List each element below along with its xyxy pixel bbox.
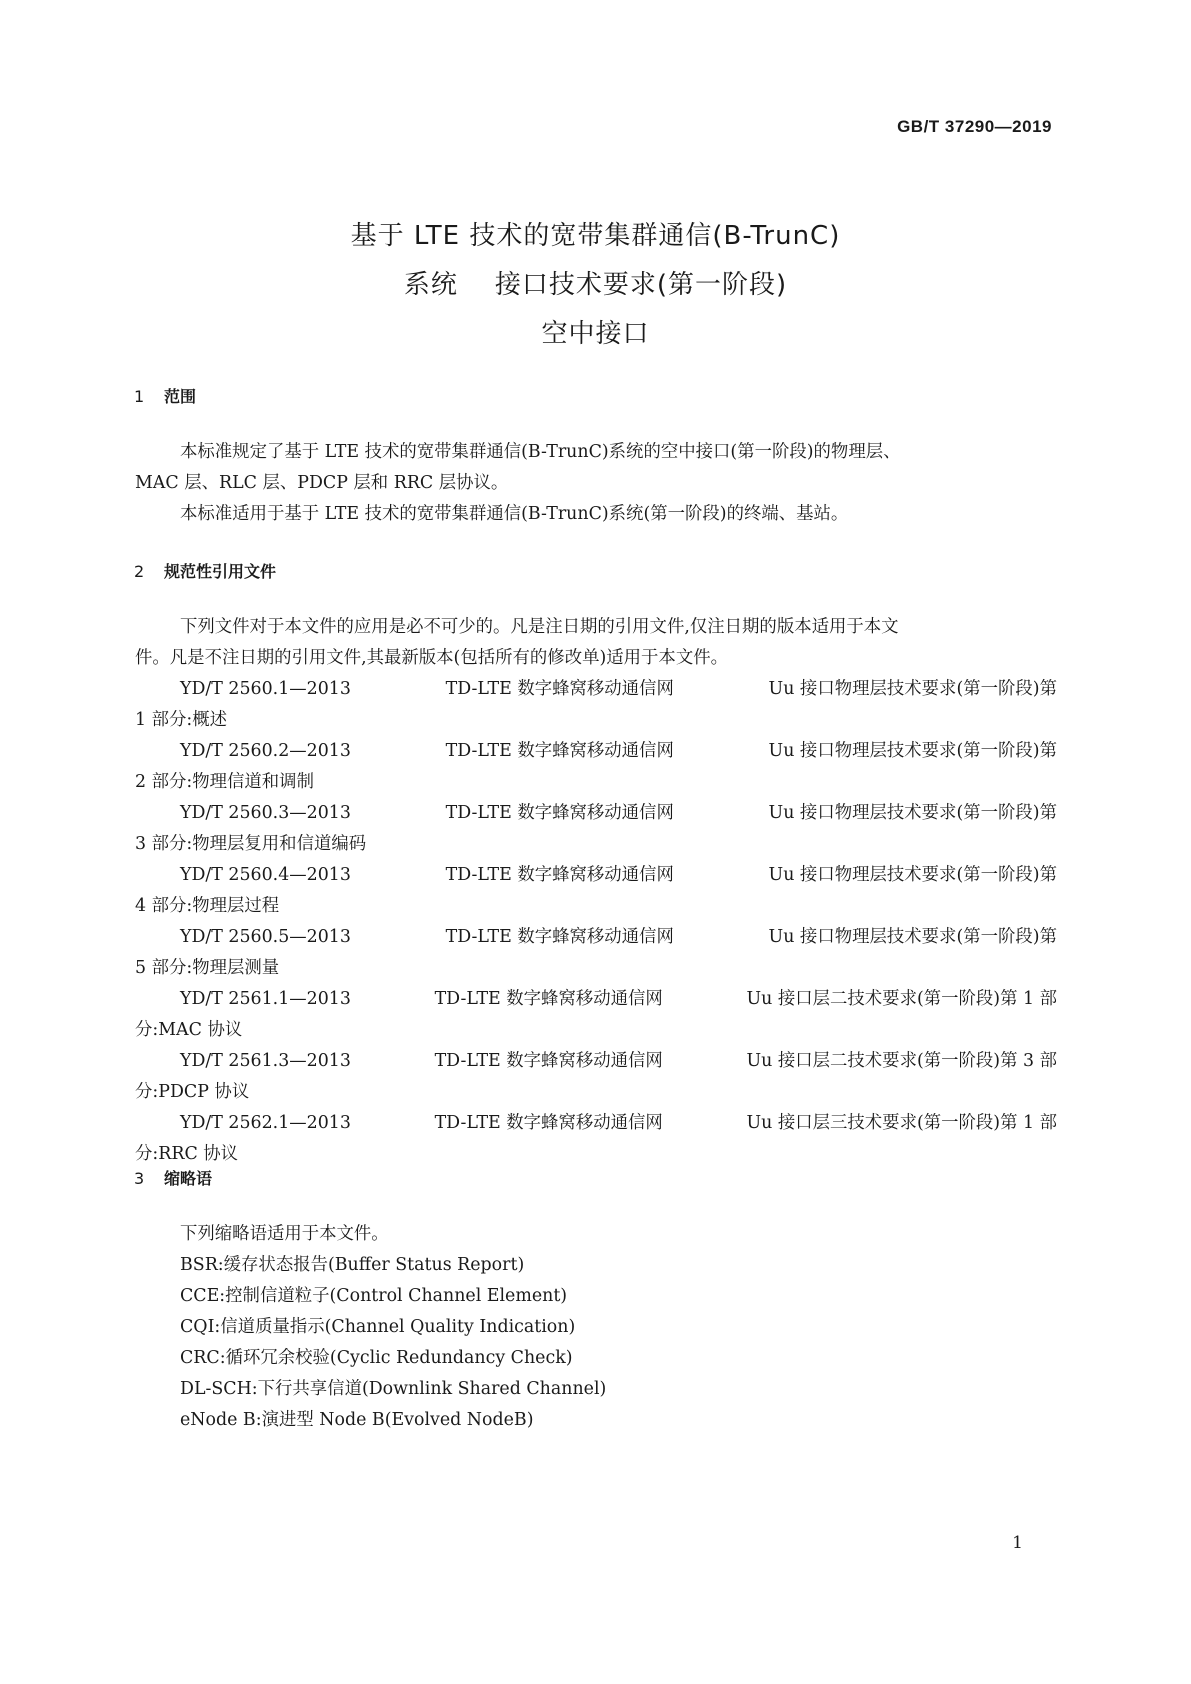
section-3-heading	[134, 1166, 212, 1189]
document-title	[0, 212, 1191, 359]
abbreviation-item: BSR:缓存状态报告(Buffer Status Report)	[180, 1255, 525, 1275]
reference-network: TD-LTE 数字蜂窝移动通信网	[434, 989, 663, 1009]
reference-network: TD-LTE 数字蜂窝移动通信网	[445, 741, 674, 761]
paragraph-line: 下列缩略语适用于本文件。	[180, 1224, 389, 1244]
reference-continuation: 4 部分:物理层过程	[135, 896, 280, 916]
reference-title: Uu 接口层三技术要求(第一阶段)第 1 部	[746, 1113, 1057, 1133]
title-line-2: 系统 接口技术要求(第一阶段)	[403, 270, 788, 300]
reference-item	[135, 674, 1057, 705]
paragraph-line: 件。凡是不注日期的引用文件,其最新版本(包括所有的修改单)适用于本文件。	[135, 648, 728, 668]
reference-title: Uu 接口物理层技术要求(第一阶段)第	[768, 803, 1057, 823]
section-number: 3	[134, 1169, 145, 1188]
reference-continuation: 3 部分:物理层复用和信道编码	[135, 834, 367, 854]
reference-continuation: 分:RRC 协议	[135, 1144, 239, 1164]
reference-code: YD/T 2560.2—2013	[180, 741, 351, 761]
reference-continuation: 分:PDCP 协议	[135, 1082, 250, 1102]
reference-continuation: 5 部分:物理层测量	[135, 958, 280, 978]
section-number: 2	[134, 562, 145, 581]
reference-item	[135, 1108, 1057, 1139]
abbreviation-item: CRC:循环冗余校验(Cyclic Redundancy Check)	[180, 1348, 573, 1368]
reference-title: Uu 接口物理层技术要求(第一阶段)第	[768, 927, 1057, 947]
reference-title: Uu 接口层二技术要求(第一阶段)第 3 部	[746, 1051, 1057, 1071]
reference-code: YD/T 2560.4—2013	[180, 865, 351, 885]
reference-title: Uu 接口物理层技术要求(第一阶段)第	[768, 865, 1057, 885]
reference-item	[135, 736, 1057, 767]
reference-continuation: 分:MAC 协议	[135, 1020, 243, 1040]
reference-title: Uu 接口物理层技术要求(第一阶段)第	[768, 679, 1057, 699]
title-line-3: 空中接口	[541, 319, 650, 349]
reference-network: TD-LTE 数字蜂窝移动通信网	[434, 1113, 663, 1133]
reference-code: YD/T 2562.1—2013	[180, 1113, 351, 1133]
reference-code: YD/T 2560.5—2013	[180, 927, 351, 947]
page-number: 1	[1012, 1533, 1023, 1553]
section-1-heading	[134, 384, 196, 407]
reference-network: TD-LTE 数字蜂窝移动通信网	[445, 927, 674, 947]
section-1-body	[135, 437, 1057, 530]
paragraph-line: 本标准适用于基于 LTE 技术的宽带集群通信(B-TrunC)系统(第一阶段)的终端、基站。	[180, 504, 849, 524]
paragraph-line: 本标准规定了基于 LTE 技术的宽带集群通信(B-TrunC)系统的空中接口(第一阶段)的物理层、	[180, 442, 901, 462]
reference-item	[135, 860, 1057, 891]
abbreviation-item: CCE:控制信道粒子(Control Channel Element)	[180, 1286, 568, 1306]
paragraph-line: 下列文件对于本文件的应用是必不可少的。凡是注日期的引用文件,仅注日期的版本适用于本文	[180, 617, 899, 637]
section-number: 1	[134, 387, 145, 406]
reference-continuation: 2 部分:物理信道和调制	[135, 772, 314, 792]
reference-network: TD-LTE 数字蜂窝移动通信网	[445, 865, 674, 885]
reference-network: TD-LTE 数字蜂窝移动通信网	[445, 803, 674, 823]
reference-title: Uu 接口物理层技术要求(第一阶段)第	[768, 741, 1057, 761]
reference-title: Uu 接口层二技术要求(第一阶段)第 1 部	[746, 989, 1057, 1009]
reference-item	[135, 922, 1057, 953]
reference-code: YD/T 2561.3—2013	[180, 1051, 351, 1071]
reference-code: YD/T 2560.1—2013	[180, 679, 351, 699]
abbreviation-item: eNode B:演进型 Node B(Evolved NodeB)	[180, 1410, 534, 1430]
section-title: 范围	[164, 387, 197, 406]
section-title: 缩略语	[164, 1169, 213, 1188]
section-2-heading	[134, 559, 276, 582]
reference-network: TD-LTE 数字蜂窝移动通信网	[445, 679, 674, 699]
reference-code: YD/T 2561.1—2013	[180, 989, 351, 1009]
standard-code: GB/T 37290—2019	[897, 117, 1052, 136]
title-line-1: 基于 LTE 技术的宽带集群通信(B-TrunC)	[350, 221, 841, 251]
section-title: 规范性引用文件	[164, 562, 277, 581]
section-3-body	[135, 1219, 1057, 1436]
reference-item	[135, 798, 1057, 829]
reference-network: TD-LTE 数字蜂窝移动通信网	[434, 1051, 663, 1071]
reference-code: YD/T 2560.3—2013	[180, 803, 351, 823]
abbreviation-item: DL-SCH:下行共享信道(Downlink Shared Channel)	[180, 1379, 607, 1399]
abbreviation-item: CQI:信道质量指示(Channel Quality Indication)	[180, 1317, 576, 1337]
section-2-body	[135, 612, 1057, 1170]
reference-item	[135, 1046, 1057, 1077]
reference-continuation: 1 部分:概述	[135, 710, 228, 730]
reference-item	[135, 984, 1057, 1015]
paragraph-line: MAC 层、RLC 层、PDCP 层和 RRC 层协议。	[135, 473, 509, 493]
